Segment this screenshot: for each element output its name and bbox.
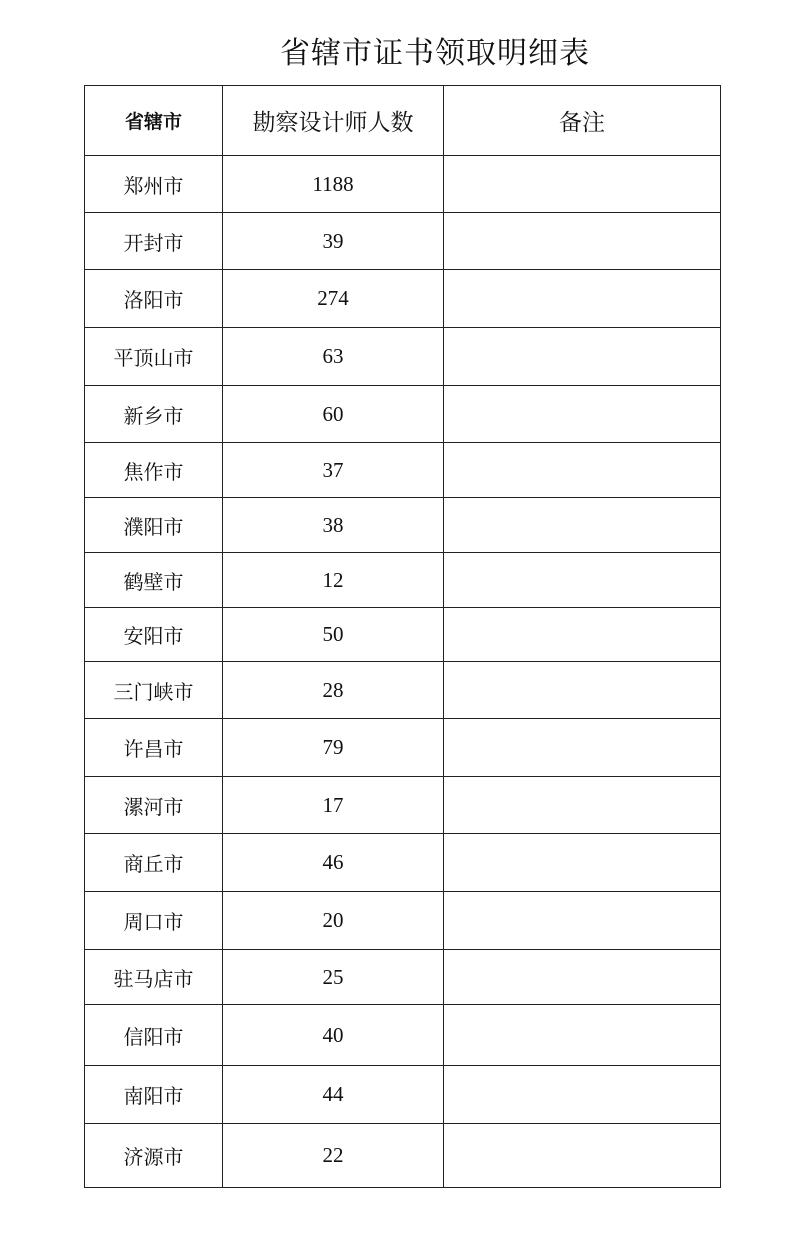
city-cell: 开封市 (85, 213, 223, 270)
note-cell (444, 386, 721, 443)
city-cell: 漯河市 (85, 777, 223, 834)
designer-count-cell: 37 (223, 443, 444, 498)
designer-count-cell: 63 (223, 328, 444, 386)
designer-count-cell: 22 (223, 1124, 444, 1188)
note-cell (444, 553, 721, 608)
city-cell: 商丘市 (85, 834, 223, 892)
table-row (85, 1124, 721, 1188)
note-cell (444, 443, 721, 498)
designer-count-cell: 38 (223, 498, 444, 553)
note-cell (444, 270, 721, 328)
note-cell (444, 328, 721, 386)
city-cell: 济源市 (85, 1124, 223, 1188)
city-cell: 郑州市 (85, 156, 223, 213)
note-cell (444, 1005, 721, 1066)
designer-count-cell: 79 (223, 719, 444, 777)
city-cell: 洛阳市 (85, 270, 223, 328)
note-cell (444, 608, 721, 662)
city-cell: 三门峡市 (85, 662, 223, 719)
note-cell (444, 777, 721, 834)
table-row (85, 270, 721, 328)
city-cell: 焦作市 (85, 443, 223, 498)
table-row (85, 328, 721, 386)
note-cell (444, 156, 721, 213)
designer-count-cell: 28 (223, 662, 444, 719)
designer-count-cell: 46 (223, 834, 444, 892)
header-designer-count: 勘察设计师人数 (223, 86, 444, 156)
table-row (85, 1066, 721, 1124)
city-cell: 周口市 (85, 892, 223, 950)
note-cell (444, 892, 721, 950)
designer-count-cell: 40 (223, 1005, 444, 1066)
designer-count-cell: 12 (223, 553, 444, 608)
table-row (85, 1005, 721, 1066)
note-cell (444, 498, 721, 553)
table-row (85, 777, 721, 834)
table-row (85, 156, 721, 213)
table-row (85, 719, 721, 777)
designer-count-cell: 60 (223, 386, 444, 443)
designer-count-cell: 274 (223, 270, 444, 328)
designer-count-cell: 25 (223, 950, 444, 1005)
designer-count-cell: 39 (223, 213, 444, 270)
note-cell (444, 950, 721, 1005)
table-body (85, 156, 721, 1188)
note-cell (444, 834, 721, 892)
table-row (85, 553, 721, 608)
city-cell: 鹤壁市 (85, 553, 223, 608)
designer-count-cell: 44 (223, 1066, 444, 1124)
city-cell: 平顶山市 (85, 328, 223, 386)
table-row (85, 662, 721, 719)
table-header-row (85, 86, 721, 156)
table-row (85, 608, 721, 662)
note-cell (444, 1066, 721, 1124)
city-cell: 信阳市 (85, 1005, 223, 1066)
page-title: 省辖市证书领取明细表 (280, 36, 590, 71)
certificate-detail-table (84, 85, 721, 1188)
note-cell (444, 662, 721, 719)
table-row (85, 498, 721, 553)
designer-count-cell: 1188 (223, 156, 444, 213)
designer-count-cell: 50 (223, 608, 444, 662)
table-row (85, 386, 721, 443)
table-row (85, 834, 721, 892)
city-cell: 驻马店市 (85, 950, 223, 1005)
table-row (85, 950, 721, 1005)
designer-count-cell: 17 (223, 777, 444, 834)
table-row (85, 213, 721, 270)
city-cell: 南阳市 (85, 1066, 223, 1124)
city-cell: 濮阳市 (85, 498, 223, 553)
table-row (85, 443, 721, 498)
header-note: 备注 (444, 86, 721, 156)
designer-count-cell: 20 (223, 892, 444, 950)
note-cell (444, 213, 721, 270)
note-cell (444, 719, 721, 777)
note-cell (444, 1124, 721, 1188)
header-city: 省辖市 (85, 86, 223, 156)
city-cell: 安阳市 (85, 608, 223, 662)
city-cell: 新乡市 (85, 386, 223, 443)
table-row (85, 892, 721, 950)
city-cell: 许昌市 (85, 719, 223, 777)
